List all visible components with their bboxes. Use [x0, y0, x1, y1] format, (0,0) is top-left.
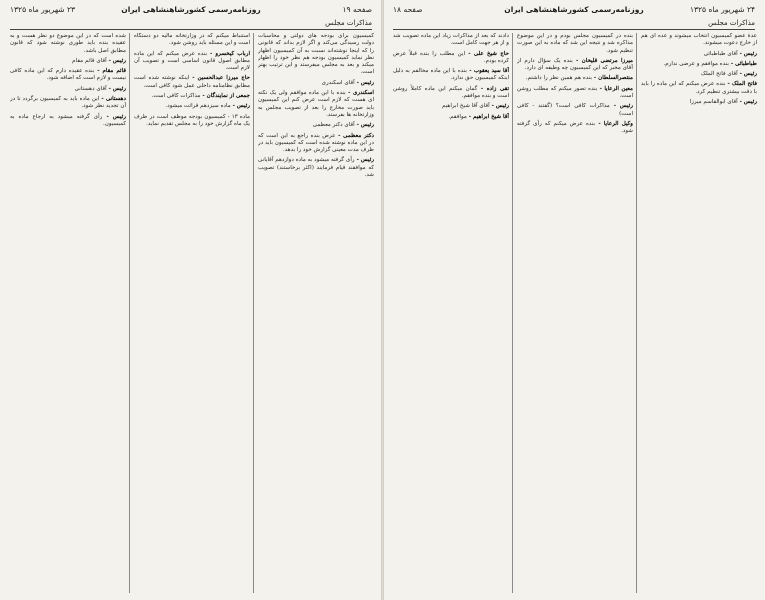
paragraph-text: بنده عرض میکنم که این ماده را باید با دقت بیشتری تنظیم کرد. [641, 81, 757, 95]
article-paragraph [641, 81, 757, 96]
paragraph-text: آقای اسکندری [321, 79, 355, 86]
paragraph-text: ماده سیزدهم قرائت میشود. [165, 103, 231, 110]
column-rule [129, 33, 130, 593]
speaker-name: رئیس - [106, 85, 126, 92]
article-paragraph [258, 157, 374, 179]
left-page [4, 0, 378, 600]
article-paragraph [641, 71, 757, 78]
column-rule [512, 33, 513, 593]
article-paragraph [134, 51, 250, 73]
right-page-label: صفحه ۱۸ [393, 5, 423, 14]
paragraph-text: گمان میکنم این ماده کاملاً روشن است و بنده موافقم. [393, 85, 509, 100]
paragraph-text: عرض بنده راجع به این است که در این ماده نوشته شده است که کمیسیون باید در ظرف مدت معینی گزارش خود را بدهد. [258, 132, 374, 154]
paragraph-text: بنده با این ماده موافقم ولی یک نکته ای هست که لازم است عرض کنم این کمیسیون باید صورت مخارج را بعد از تصویب مجلس به وزارتخانه ها بفرستد. [258, 90, 374, 118]
paragraph-text: آقای طباطبائی [703, 50, 738, 57]
article-paragraph [393, 68, 509, 83]
paragraph-text: آقای قائم مقام [72, 57, 107, 64]
right-text-column [517, 33, 633, 593]
article-paragraph [10, 68, 126, 83]
speaker-name: رئیس - [489, 103, 509, 110]
right-page-header [393, 4, 755, 16]
speaker-name: رئیس - [609, 103, 633, 110]
right-publication-title: روزنامه‌رسمی کشورشاهنشاهی ایران [504, 5, 644, 14]
left-page-subhead-bar [10, 18, 372, 30]
speaker-name: دهستانی - [99, 96, 126, 103]
speaker-name: رئیس - [230, 103, 250, 110]
article-paragraph [258, 133, 374, 155]
left-page-subhead: مذاکرات مجلس [325, 19, 372, 27]
page-fold [381, 0, 384, 600]
column-rule [636, 33, 637, 593]
speaker-name: وکیل الرعایا - [595, 120, 633, 127]
article-paragraph [517, 33, 633, 55]
speaker-name: طباطبائی - [728, 60, 757, 67]
left-text-column [134, 33, 250, 593]
article-paragraph [134, 114, 250, 129]
article-paragraph [258, 122, 374, 129]
right-page-date: ۲۴ شهریور ماه ۱۳۲۵ [689, 5, 755, 14]
paragraph-text: عدهٔ عضو کمیسیون انتخاب میشوند و عده ای هم از خارج دعوت میشوند. [641, 33, 757, 47]
article-paragraph [258, 33, 374, 77]
article-paragraph [517, 86, 633, 101]
paragraph-text: مذاکرات کافی است؟ (گفتند - کافی است) [517, 103, 633, 117]
speaker-name: قائم مقام - [94, 68, 126, 75]
article-paragraph [134, 103, 250, 110]
left-page-header [10, 4, 372, 16]
speaker-name: جمعی از نمایندگان - [200, 93, 250, 100]
article-paragraph [10, 86, 126, 93]
paragraph-text: بنده تصور میکنم که مطلب روشن است. [517, 85, 633, 100]
article-paragraph [134, 33, 250, 48]
speaker-name: آقا سید یعقوب - [466, 68, 509, 75]
column-rule [253, 33, 254, 593]
paragraph-text: اینکه نوشته شده است مطابق نظامنامه داخلی عمل شود کافی است. [134, 75, 250, 89]
paragraph-text: بنده عرض میکنم که رأی گرفته شود. [517, 120, 633, 135]
paragraph-text: آقای ابوالقاسم میرزا [689, 99, 738, 106]
article-paragraph [10, 58, 126, 65]
article-paragraph [641, 33, 757, 48]
left-text-column [10, 33, 126, 593]
paragraph-text: آقای دکتر معظمی [312, 122, 355, 129]
article-paragraph [10, 114, 126, 129]
speaker-name: رئیس - [737, 50, 757, 57]
paragraph-text: آقای فاتح الملک [700, 71, 738, 78]
paragraph-text: رأی گرفته میشود به ماده دوازدهم آقایانی که موافقند قیام فرمایند (اکثر برخاستند) تصویب شد. [258, 157, 374, 179]
speaker-name: منتصرالسلطان - [591, 75, 633, 82]
speaker-name: رئیس - [354, 157, 374, 164]
paragraph-text: بنده عرض میکنم که این ماده مطابق اصول قانون اساسی است و تصویب آن لازم است. [134, 50, 250, 72]
speaker-name: ارباب کیخسرو - [207, 50, 250, 57]
speaker-name: فاتح الملک - [725, 81, 757, 88]
article-paragraph [134, 75, 250, 90]
paragraph-text: دادند که بعد از مذاکرات زیاد این ماده تصویب شد و از هر جهت کامل است. [393, 33, 509, 47]
paragraph-text: رأی گرفته میشود به ارجاع ماده به کمیسیون. [10, 113, 126, 127]
paragraph-text: بنده یک سؤال دارم از آقای مخبر که این کمیسیون چه وظیفه ای دارد. [517, 57, 633, 72]
speaker-name: رئیس - [354, 122, 374, 129]
article-paragraph [258, 80, 374, 87]
speaker-name: دکتر معظمی - [335, 132, 374, 139]
right-page [387, 0, 761, 600]
paragraph-text: بنده در کمیسیون مجلس بودم و در این موضوع مذاکره شد و نتیجه این شد که ماده به این صورت تنظیم شود. [517, 33, 633, 54]
right-text-column [393, 33, 509, 593]
speaker-name: آقا شیخ ابراهیم - [466, 113, 509, 120]
article-paragraph [517, 75, 633, 82]
article-paragraph [10, 96, 126, 111]
article-paragraph [517, 103, 633, 118]
article-paragraph [393, 114, 509, 121]
article-paragraph [393, 103, 509, 110]
paragraph-text: بنده موافقم و عرضی ندارم. [663, 60, 729, 67]
speaker-name: میرزا مرتضی قلیخان - [572, 57, 633, 64]
paragraph-text: آقای دهستانی [74, 85, 107, 92]
paragraph-text: استنباط میکنم که در وزارتخانه مالیه دو دستگاه است و این مسئله باید روشن شود. [134, 33, 250, 47]
speaker-name: تقی زاده - [477, 85, 509, 92]
right-page-subhead: مذاکرات مجلس [708, 19, 755, 27]
paragraph-text: کمیسیون برای بودجه های دولتی و محاسبات دولت رسیدگی می‌کند و اگر لازم بداند که قانونی را که اینجا نوشته‌اند نسبت به آن کمیسیون اظهار نظر نماید کمیسیون بودجه هم نظر خود را اظهار میکند و بعد به مجلس میفرستد و این ترتیب بهتر است. [258, 33, 374, 76]
left-page-date: ۲۳ شهریور ماه ۱۳۲۵ [10, 5, 76, 14]
article-paragraph [10, 33, 126, 55]
speaker-name: اسکندری - [345, 90, 374, 97]
paragraph-text: این ماده باید به کمیسیون برگردد تا در آن تجدید نظر شود. [10, 96, 126, 110]
article-paragraph [393, 86, 509, 101]
speaker-name: رئیس - [737, 99, 757, 106]
speaker-name: حاج میرزا عبدالحسین - [189, 75, 250, 82]
article-paragraph [641, 61, 757, 68]
article-paragraph [393, 33, 509, 48]
article-paragraph [641, 51, 757, 58]
paragraph-text: بنده با این ماده مخالفم به دلیل اینکه کمیسیون حق ندارد. [393, 68, 509, 82]
paragraph-text: موافقم. [448, 113, 467, 120]
article-paragraph [641, 99, 757, 106]
speaker-name: رئیس - [737, 71, 757, 78]
paragraph-text: مذاکرات کافی است. [151, 93, 201, 100]
speaker-name: رئیس - [106, 57, 126, 64]
left-page-label: صفحه ۱۹ [342, 5, 372, 14]
paragraph-text: بنده هم همین نظر را داشتم. [525, 75, 592, 82]
right-page-subhead-bar [393, 18, 755, 30]
article-paragraph [258, 90, 374, 119]
article-paragraph [134, 93, 250, 100]
paragraph-text: شده است که در این موضوع دو نظر هست و به عقیده بنده باید طوری نوشته شود که قانون مطابق اصل باشد. [10, 33, 126, 54]
article-paragraph [517, 121, 633, 136]
article-paragraph [517, 58, 633, 73]
speaker-name: معین الرعایا - [597, 85, 633, 92]
paragraph-text: این مطلب را بنده قبلاً عرض کرده بودم. [393, 50, 509, 64]
paragraph-text: ماده ۱۳ - کمیسیون بودجه موظف است در ظرف یک ماه گزارش خود را به مجلس تقدیم نماید. [134, 113, 250, 127]
speaker-name: رئیس - [102, 113, 126, 120]
left-publication-title: روزنامه‌رسمی کشورشاهنشاهی ایران [121, 5, 261, 14]
speaker-name: رئیس - [354, 79, 374, 86]
paragraph-text: بنده عقیده دارم که این ماده کافی نیست و لازم است که اضافه شود. [10, 68, 126, 82]
right-text-column [641, 33, 757, 593]
paragraph-text: آقای آقا شیخ ابراهیم [442, 103, 490, 110]
left-text-column [258, 33, 374, 593]
speaker-name: حاج شیخ علی - [465, 50, 509, 57]
article-paragraph [393, 51, 509, 66]
